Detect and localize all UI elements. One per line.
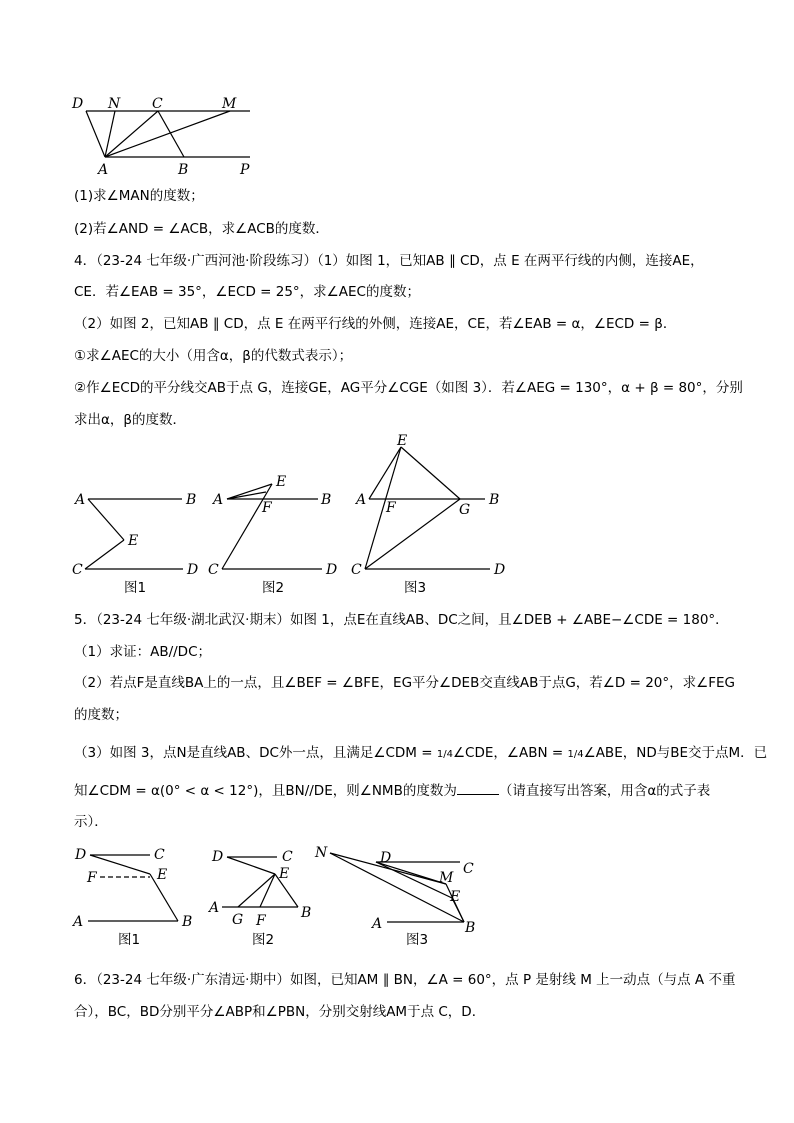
label-M: M (222, 96, 237, 112)
fig1-caption: 图1 (124, 580, 147, 596)
q5-line1: 5．（23-24 七年级·湖北武汉·期末）如图 1，点E在直线AB、DC之间，且∠DEB + ∠ABE−∠CDE = 180°． (74, 612, 729, 628)
fig2-label-D: D (326, 562, 338, 578)
q5fig1-label-C: C (154, 847, 165, 863)
q5fig1-label-D: D (75, 847, 87, 863)
q5fig3-label-A: A (372, 916, 383, 932)
label-P: P (240, 162, 250, 178)
fig3-label-G: G (459, 502, 471, 518)
q4-line5: ②作∠ECD的平分线交AB于点 G，连接GE，AG平分∠CGE（如图 3）．若∠AEG = 130°，α + β = 80°，分别 (74, 380, 743, 396)
q5-line5-a: （3）如图 3，点N是直线AB、DC外一点，且满足∠CDM = (74, 745, 437, 761)
q5fig3-label-M: M (439, 870, 454, 886)
q5-line7: 示）． (74, 814, 108, 830)
q5-line3: （2）若点F是直线BA上的一点，且∠BEF = ∠BFE，EG平分∠DEB交直线AB于点G，若∠D = 20°，求∠FEG (74, 675, 735, 691)
answer-blank (457, 780, 499, 795)
fig2-label-F: F (262, 500, 272, 516)
q4-line3: （2）如图 2，已知AB ∥ CD，点 E 在两平行线的外侧，连接AE，CE，若∠EAB = α，∠ECD = β． (74, 316, 677, 332)
q4-figures (0, 430, 794, 600)
fig1-label-D: D (187, 562, 199, 578)
q5fig2-caption: 图2 (252, 932, 275, 948)
q5-line5-b: ∠CDE，∠ABN = (452, 745, 568, 761)
q3-part2: (2)若∠AND = ∠ACB，求∠ACB的度数． (74, 221, 329, 237)
fig2-caption: 图2 (262, 580, 285, 596)
q5-line2: （1）求证：AB//DC； (74, 644, 212, 660)
q5fig3-label-D: D (380, 850, 392, 866)
q5-line5 (74, 743, 767, 765)
fig2-label-B: B (321, 492, 332, 508)
label-B: B (178, 162, 189, 178)
fig2-label-E: E (276, 474, 287, 490)
label-N: N (108, 96, 121, 112)
q5fig2-label-A: A (209, 900, 220, 916)
q4-line2: CE．若∠EAB = 35°，∠ECD = 25°，求∠AEC的度数； (74, 284, 420, 300)
q6-line1: 6．（23-24 七年级·广东清远·期中）如图，已知AM ∥ BN，∠A = 60°，点 P 是射线 M 上一动点（与点 A 不重 (74, 972, 736, 988)
q5fig3-label-N: N (315, 845, 328, 861)
q5fig1-label-E: E (157, 867, 168, 883)
q5fig2-label-B: B (301, 905, 312, 921)
fig3-label-D: D (494, 562, 506, 578)
fig1-label-E: E (128, 533, 139, 549)
q5-line4: 的度数； (74, 707, 128, 723)
label-D: D (72, 96, 84, 112)
q5fig1-label-A: A (73, 914, 84, 930)
fig1-label-B: B (186, 492, 197, 508)
q5-line6-b: （请直接写出答案，用含α的式子表 (498, 783, 711, 799)
q5fig2-label-G: G (232, 912, 244, 928)
fig3-label-F: F (386, 500, 396, 516)
fig2-label-C: C (208, 562, 219, 578)
fig3-label-E: E (397, 433, 408, 449)
q5-line6-a: 知∠CDM = α(0° < α < 12°)，且BN//DE，则∠NMB的度数为 (74, 783, 457, 799)
q5fig2-label-D: D (212, 849, 224, 865)
fig3-label-B: B (489, 492, 500, 508)
label-C: C (152, 96, 163, 112)
q5fig2-label-F: F (256, 913, 266, 929)
q4-line4: ①求∠AEC的大小（用含α，β的代数式表示）； (74, 348, 353, 364)
q5-line6 (74, 780, 710, 801)
fig2-label-A: A (213, 492, 224, 508)
q5-figures (0, 840, 794, 950)
q6-line2: 合），BC，BD分别平分∠ABP和∠PBN，分别交射线AM于点 C，D． (74, 1004, 486, 1020)
q5fig2-label-E: E (279, 866, 290, 882)
q3-part1: (1)求∠MAN的度数； (74, 188, 204, 204)
q5fig1-label-F: F (87, 870, 97, 886)
q5fig1-label-B: B (182, 914, 193, 930)
fig3-label-C: C (351, 562, 362, 578)
q4-line6: 求出α，β的度数． (74, 412, 187, 428)
q5fig3-label-C: C (463, 861, 474, 877)
q4-line1: 4．（23-24 七年级·广西河池·阶段练习）（1）如图 1，已知AB ∥ CD，点 E 在两平行线的内侧，连接AE， (74, 253, 704, 269)
q5fig2-label-C: C (282, 849, 293, 865)
q5fig3-caption: 图3 (406, 932, 429, 948)
q5-line5-c: ∠ABE，ND与BE交于点M．已 (583, 745, 768, 761)
q3-figure (0, 0, 794, 180)
q5fig1-caption: 图1 (118, 932, 141, 948)
label-A: A (98, 162, 109, 178)
q5fig3-label-E: E (450, 889, 461, 905)
fig3-label-A: A (356, 492, 367, 508)
fraction: 1/4 (567, 749, 584, 760)
fig1-label-A: A (75, 492, 86, 508)
q5fig3-label-B: B (465, 920, 476, 936)
fig3-caption: 图3 (404, 580, 427, 596)
fraction: 1/4 (436, 749, 453, 760)
fig1-label-C: C (72, 562, 83, 578)
